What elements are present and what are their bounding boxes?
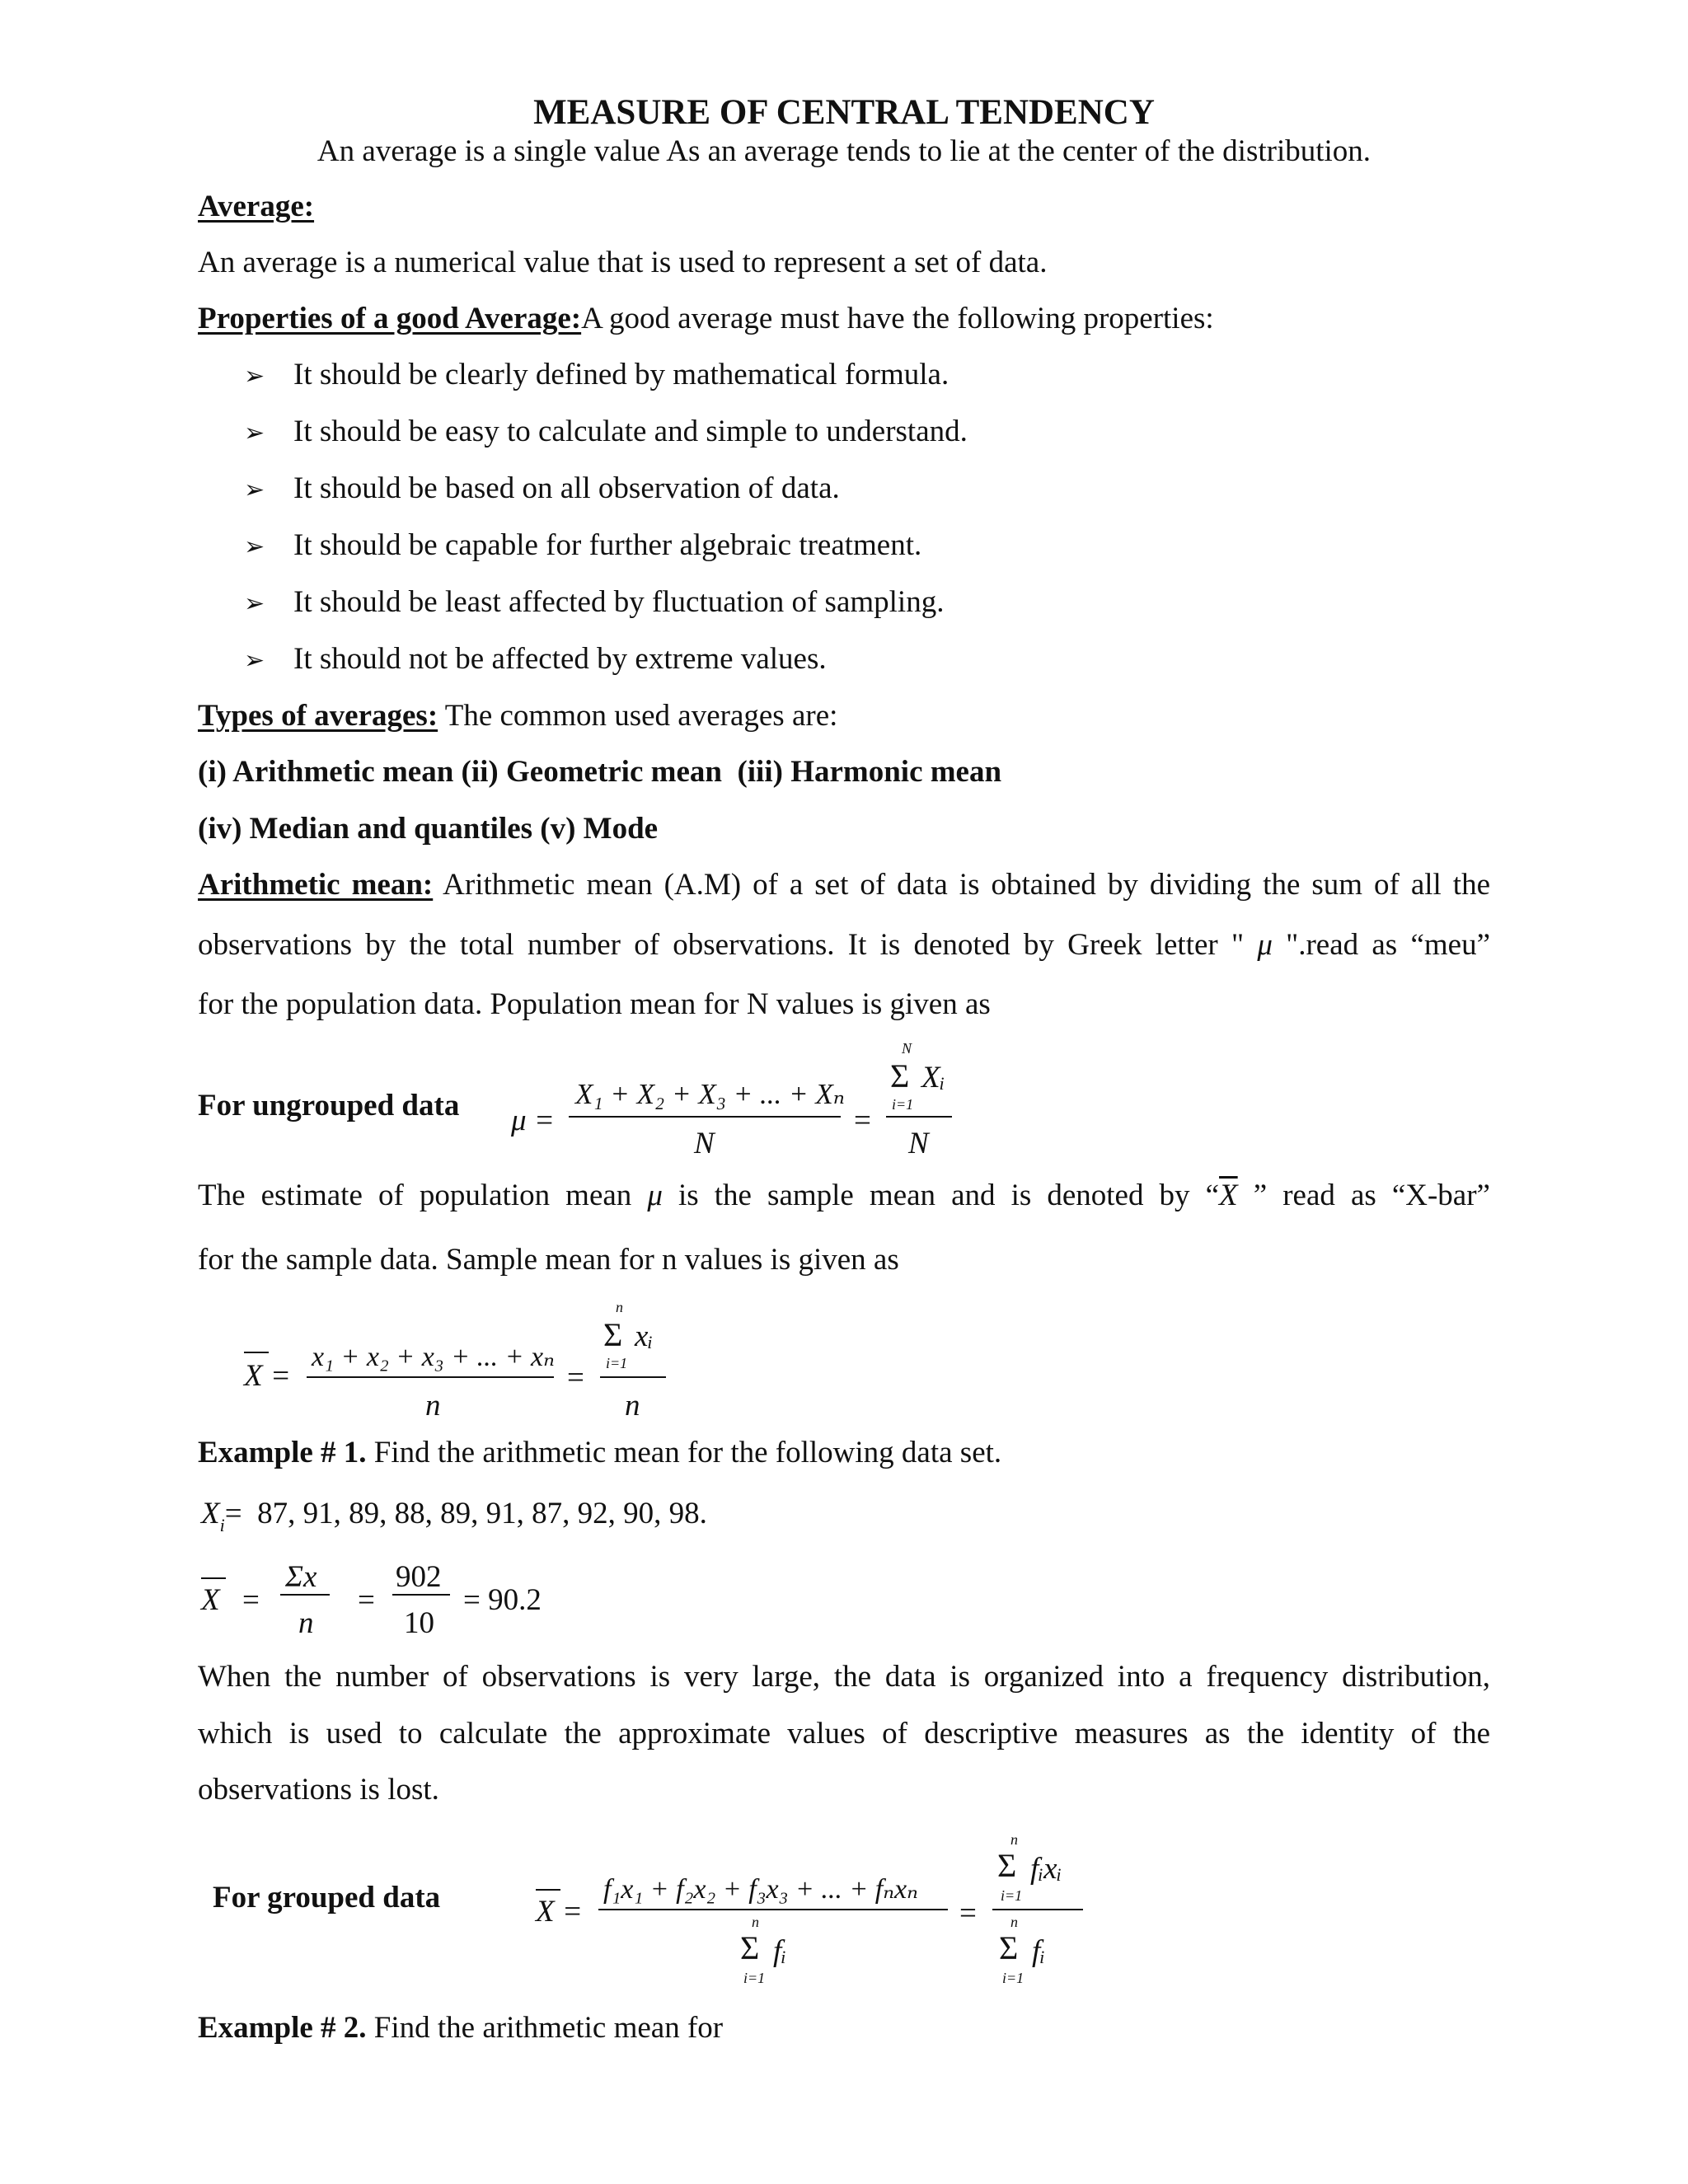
grouped-fraction-bar <box>598 1909 948 1910</box>
grouped-den-term: fᵢ <box>773 1934 787 1968</box>
property-text: It should not be affected by extreme values. <box>293 642 827 676</box>
sigma-icon: Σ <box>997 1847 1017 1884</box>
example-1-sum-x: Σx <box>285 1560 317 1594</box>
grouped-rhs-den-sum-bottom: i=1 <box>1002 1970 1025 1986</box>
ungrouped-fraction-bar <box>569 1116 841 1118</box>
arrowhead-bullet-icon: ➢ <box>244 589 265 618</box>
arrowhead-bullet-icon: ➢ <box>244 532 265 561</box>
grouped-rhs-sum-bottom: i=1 <box>1001 1887 1023 1904</box>
grouped-numerator: f₁x₁ + f₂x₂ + f₃x₃ + ... + fₙxₙ <box>603 1874 918 1905</box>
types-intro: The common used averages are: <box>438 699 838 733</box>
grouped-den-sum-bottom: i=1 <box>743 1970 766 1986</box>
xi-subscript: i <box>219 1515 225 1535</box>
example-1-num: 902 <box>396 1560 442 1594</box>
large-obs-line-2: which is used to calculate the approximate values of descriptive measures as the identity of the <box>198 1717 1490 1750</box>
example-2-label: Example # 2. <box>198 2011 367 2045</box>
example-1-n: n <box>298 1606 314 1640</box>
xbar-overline <box>244 1352 269 1353</box>
page-subtitle: An average is a single value As an average tends to lie at the center of the distribution. <box>316 134 1372 168</box>
large-obs-line-3: observations is lost. <box>198 1773 439 1807</box>
ungrouped-denominator: N <box>694 1127 715 1160</box>
am-line-1 <box>198 869 1490 900</box>
types-heading: Types of averages: <box>198 699 438 733</box>
list-item <box>244 587 265 617</box>
grouped-rhs-sum-top: n <box>1010 1831 1018 1848</box>
sigma-icon: Σ <box>999 1929 1019 1966</box>
average-definition: An average is a numerical value that is used to represent a set of data. <box>198 246 1048 279</box>
properties-heading: Properties of a good Average: <box>198 302 582 335</box>
sample-numerator: x₁ + x₂ + x₃ + ... + xₙ <box>312 1342 555 1372</box>
example-1-result: = 90.2 <box>463 1583 542 1617</box>
example-1-label: Example # 1. <box>198 1436 367 1469</box>
ungrouped-label: For ungrouped data <box>198 1089 460 1122</box>
ungrouped-sum-top: N <box>902 1040 912 1057</box>
grouped-rhs-den-term: fᵢ <box>1032 1934 1046 1968</box>
arrowhead-bullet-icon: ➢ <box>244 476 265 504</box>
property-text: It should be based on all observation of data. <box>293 471 840 505</box>
example-1-eq-1: = <box>242 1583 260 1617</box>
sample-text-1a: The estimate of population mean <box>198 1179 648 1212</box>
example-1-frac-bar-2 <box>392 1594 450 1596</box>
grouped-lhs: X = <box>536 1895 583 1929</box>
grouped-rhs-fraction-bar <box>992 1909 1083 1910</box>
properties-intro: A good average must have the following properties: <box>581 302 1214 335</box>
grouped-label: For grouped data <box>213 1881 441 1915</box>
grouped-den-sum-top: n <box>752 1914 759 1930</box>
page-title: MEASURE OF CENTRAL TENDENCY <box>533 93 1155 132</box>
xi-symbol: X <box>201 1497 220 1530</box>
example-1-frac-bar-1 <box>280 1594 330 1596</box>
list-item <box>244 359 265 390</box>
xbar-symbol: $\overline{X}$ <box>1219 1179 1238 1212</box>
sample-sum-top: n <box>616 1299 623 1315</box>
property-text: It should be clearly defined by mathematical formula. <box>293 358 950 391</box>
example-1-text: Find the arithmetic mean for the following data set. <box>366 1436 1002 1469</box>
xbar-overline <box>201 1577 226 1579</box>
sigma-icon: Σ <box>740 1929 760 1966</box>
sample-sum-bottom: i=1 <box>606 1355 628 1371</box>
mu-symbol: μ <box>647 1179 663 1212</box>
sample-sum-denominator: n <box>625 1389 640 1422</box>
arrowhead-bullet-icon: ➢ <box>244 419 265 448</box>
sample-denominator: n <box>425 1389 441 1422</box>
sample-text-1c: ” read as “X-bar” <box>1237 1179 1490 1212</box>
sigma-icon: Σ <box>890 1057 910 1094</box>
am-heading: Arithmetic mean: <box>198 868 434 902</box>
property-text: It should be least affected by fluctuation of sampling. <box>293 585 945 619</box>
large-obs-line-1: When the number of observations is very large, the data is organized into a frequency distribution, <box>198 1660 1490 1694</box>
average-heading: Average: <box>198 190 315 223</box>
ungrouped-lhs: μ = <box>511 1104 555 1137</box>
example-1-data: = 87, 91, 89, 88, 89, 91, 87, 92, 90, 98. <box>224 1497 707 1530</box>
am-line-3: for the population data. Population mean for N values is given as <box>198 987 991 1021</box>
ungrouped-sum-bottom: i=1 <box>892 1096 914 1113</box>
am-text-2a: observations by the total number of observations. It is denoted by Greek letter " <box>198 928 1258 962</box>
mu-symbol: μ <box>1257 928 1273 962</box>
am-text-2b: ".read as “meu” <box>1272 928 1490 962</box>
property-text: It should be easy to calculate and simple to understand. <box>293 415 968 448</box>
sample-sum-term: xᵢ <box>635 1319 654 1353</box>
types-list-line-1: (i) Arithmetic mean (ii) Geometric mean (iii) Harmonic mean <box>198 755 1002 789</box>
list-item <box>244 473 265 504</box>
property-text: It should be capable for further algebraic treatment. <box>293 528 922 562</box>
sample-line-2: for the sample data. Sample mean for n values is given as <box>198 1243 899 1277</box>
types-list-line-2: (iv) Median and quantiles (v) Mode <box>198 812 659 846</box>
list-item <box>244 530 265 560</box>
example-1-data-line <box>201 1498 707 1535</box>
ungrouped-numerator: X₁ + X₂ + X₃ + ... + Xₙ <box>575 1078 845 1110</box>
sample-line-1 <box>198 1180 1490 1211</box>
sample-sum-fraction-bar <box>600 1376 666 1378</box>
arrowhead-bullet-icon: ➢ <box>244 362 265 391</box>
example-1-line <box>198 1437 1001 1468</box>
example-1-eq-2: = <box>358 1583 375 1617</box>
arrowhead-bullet-icon: ➢ <box>244 646 265 675</box>
ungrouped-sum-denominator: N <box>908 1127 929 1160</box>
example-2-line <box>198 2013 723 2043</box>
grouped-rhs-term: fᵢxᵢ <box>1030 1852 1062 1886</box>
ungrouped-equals: = <box>854 1104 871 1137</box>
sigma-icon: Σ <box>603 1316 623 1353</box>
sample-fraction-bar <box>307 1376 554 1378</box>
list-item <box>244 416 265 447</box>
example-1-lhs: X <box>201 1583 220 1617</box>
example-1-den: 10 <box>404 1606 434 1640</box>
xbar-overline <box>536 1889 560 1891</box>
grouped-equals: = <box>959 1896 977 1930</box>
ungrouped-sum-fraction-bar <box>886 1116 952 1118</box>
sample-equals: = <box>567 1361 584 1394</box>
sample-lhs: X = <box>244 1359 291 1393</box>
example-2-text: Find the arithmetic mean for <box>366 2011 724 2045</box>
properties-line <box>198 303 1214 334</box>
list-item <box>244 644 265 674</box>
grouped-rhs-den-sum-top: n <box>1010 1914 1018 1930</box>
am-line-2 <box>198 930 1490 960</box>
ungrouped-sum-term: Xᵢ <box>921 1061 945 1094</box>
am-text-1: Arithmetic mean (A.M) of a set of data is obtained by dividing the sum of all the <box>433 868 1491 902</box>
sample-text-1b: is the sample mean and is denoted by “ <box>662 1179 1220 1212</box>
types-line <box>198 701 837 731</box>
